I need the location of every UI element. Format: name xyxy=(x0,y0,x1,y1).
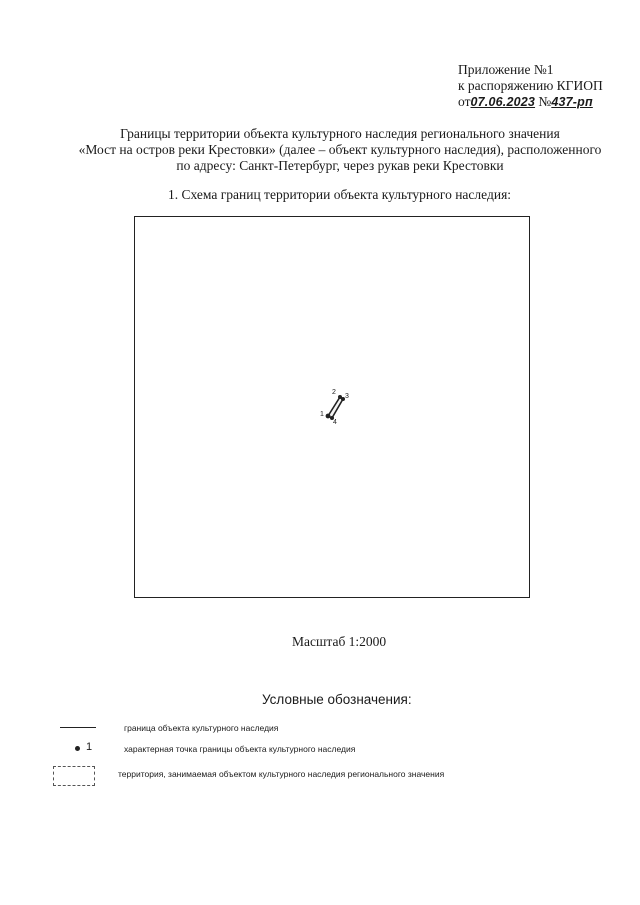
legend-point-number: 1 xyxy=(86,741,93,753)
appendix-header xyxy=(458,62,603,110)
legend-title: Условные обозначения: xyxy=(262,692,412,707)
point-label-2: 2 xyxy=(332,389,336,396)
order-reference: к распоряжению КГИОП xyxy=(458,78,603,93)
section-heading: 1. Схема границ территории объекта культурного наследия: xyxy=(168,187,512,202)
document-title xyxy=(60,126,620,174)
map-scale: Масштаб 1:2000 xyxy=(292,634,387,649)
point-label-4: 4 xyxy=(333,419,337,426)
title-line-3: по адресу: Санкт-Петербург, через рукав реки Крестовки xyxy=(176,158,504,173)
legend-territory-box xyxy=(53,766,95,786)
point-label-1: 1 xyxy=(320,411,324,418)
boundary-map-drawing xyxy=(135,217,528,596)
number-prefix: № xyxy=(538,94,552,109)
legend-boundary-text: граница объекта культурного наследия xyxy=(124,723,279,733)
point-label-3: 3 xyxy=(345,393,349,400)
legend-point-marker xyxy=(75,746,80,751)
boundary-polygon xyxy=(326,395,345,420)
legend-territory-text: территория, занимаемая объектом культурного наследия регионального значения xyxy=(118,769,445,779)
territory-outline xyxy=(328,397,343,418)
title-line-1: Границы территории объекта культурного наследия регионального значения xyxy=(120,126,560,141)
boundary-map xyxy=(134,216,530,598)
order-date: 07.06.2023 xyxy=(470,95,536,109)
order-number: 437-рп xyxy=(551,95,593,109)
title-line-2: «Мост на остров реки Крестовки» (далее – объект культурного наследия), расположенного xyxy=(78,142,602,157)
appendix-number: Приложение №1 xyxy=(458,62,554,77)
date-prefix: от xyxy=(458,94,471,109)
legend-point-text: характерная точка границы объекта культурного наследия xyxy=(124,744,356,754)
legend-boundary-line xyxy=(60,727,96,728)
boundary-point-1 xyxy=(326,414,331,419)
order-date-line xyxy=(458,94,603,110)
